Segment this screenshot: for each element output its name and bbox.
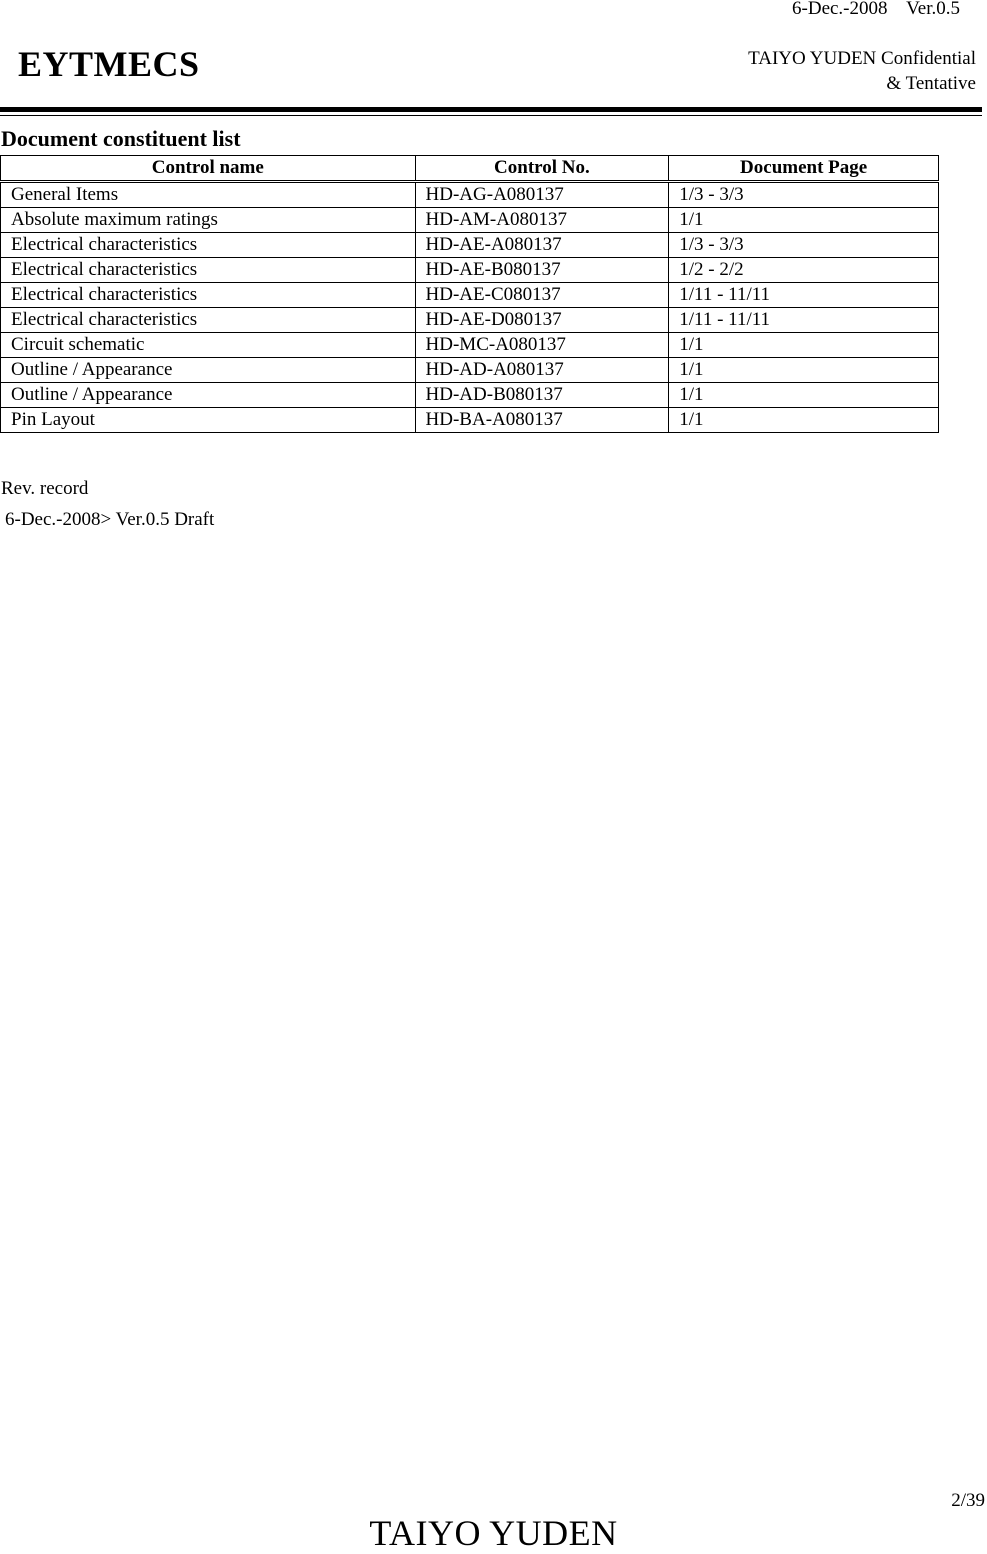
- cell-document-page: 1/1: [669, 383, 939, 408]
- section-title: Document constituent list: [1, 126, 241, 151]
- table-row: [1, 233, 939, 258]
- cell-document-page: 1/11 - 11/11: [669, 308, 939, 333]
- cell-control-no: HD-AE-C080137: [415, 283, 669, 308]
- cell-control-name: Electrical characteristics: [1, 233, 416, 258]
- table-row: [1, 182, 939, 208]
- cell-control-no: HD-AE-A080137: [415, 233, 669, 258]
- header-control-no: Control No.: [415, 156, 669, 182]
- cell-document-page: 1/11 - 11/11: [669, 283, 939, 308]
- cell-document-page: 1/2 - 2/2: [669, 258, 939, 283]
- eytmecs-logo: EYTMECS: [18, 44, 200, 84]
- table-row: [1, 358, 939, 383]
- cell-control-name: Circuit schematic: [1, 333, 416, 358]
- cell-control-no: HD-AE-D080137: [415, 308, 669, 333]
- table-row: [1, 283, 939, 308]
- table-row: [1, 408, 939, 433]
- revision-record-label: Rev. record: [1, 478, 89, 499]
- confidential-line-2: & Tentative: [886, 73, 976, 94]
- cell-document-page: 1/1: [669, 408, 939, 433]
- revision-entry: 6-Dec.-2008> Ver.0.5 Draft: [5, 509, 215, 530]
- cell-document-page: 1/1: [669, 358, 939, 383]
- cell-control-no: HD-MC-A080137: [415, 333, 669, 358]
- cell-control-no: HD-AE-B080137: [415, 258, 669, 283]
- header-rule-thin: [0, 115, 982, 116]
- cell-control-name: Outline / Appearance: [1, 358, 416, 383]
- date-version: 6-Dec.-2008 Ver.0.5: [792, 0, 960, 19]
- table-row: [1, 208, 939, 233]
- header-rule-thick: [0, 107, 982, 112]
- table-row: [1, 258, 939, 283]
- cell-control-name: Outline / Appearance: [1, 383, 416, 408]
- confidential-line-1: TAIYO YUDEN Confidential: [748, 48, 976, 69]
- footer-brand: TAIYO YUDEN: [369, 1513, 618, 1553]
- cell-document-page: 1/3 - 3/3: [669, 233, 939, 258]
- cell-control-name: Electrical characteristics: [1, 308, 416, 333]
- cell-control-no: HD-AD-B080137: [415, 383, 669, 408]
- document-constituent-table: [0, 155, 939, 433]
- table-row: [1, 308, 939, 333]
- cell-document-page: 1/1: [669, 333, 939, 358]
- cell-control-name: Electrical characteristics: [1, 283, 416, 308]
- cell-control-no: HD-BA-A080137: [415, 408, 669, 433]
- header-document-page: Document Page: [669, 156, 939, 182]
- page-number: 2/39: [951, 1490, 985, 1511]
- cell-control-no: HD-AG-A080137: [415, 182, 669, 208]
- table-row: [1, 333, 939, 358]
- confidential-notice: [748, 46, 976, 96]
- cell-control-name: General Items: [1, 182, 416, 208]
- cell-document-page: 1/3 - 3/3: [669, 182, 939, 208]
- cell-document-page: 1/1: [669, 208, 939, 233]
- cell-control-name: Electrical characteristics: [1, 258, 416, 283]
- cell-control-name: Pin Layout: [1, 408, 416, 433]
- cell-control-name: Absolute maximum ratings: [1, 208, 416, 233]
- cell-control-no: HD-AM-A080137: [415, 208, 669, 233]
- cell-control-no: HD-AD-A080137: [415, 358, 669, 383]
- table-header-row: [1, 156, 939, 182]
- table-row: [1, 383, 939, 408]
- header-control-name: Control name: [1, 156, 416, 182]
